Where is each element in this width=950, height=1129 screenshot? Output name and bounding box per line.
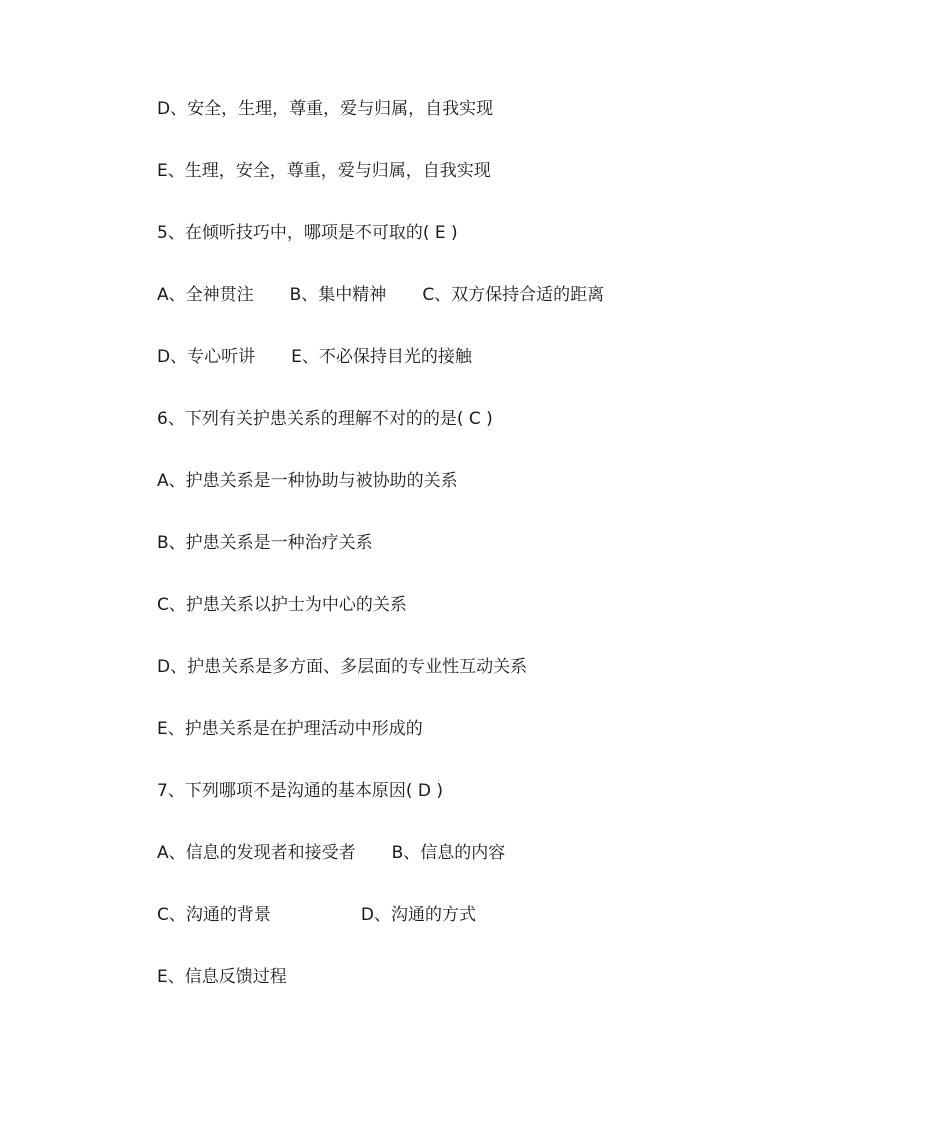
q6-option-c: C、护患关系以护士为中心的关系 xyxy=(157,595,407,615)
q5-options-row-1 xyxy=(157,282,604,308)
q5-option-d: D、专心听讲 xyxy=(157,347,256,367)
q4-option-d: D、安全，生理，尊重，爱与归属，自我实现 xyxy=(157,99,494,119)
q7-options-row-1 xyxy=(157,840,505,866)
q6-option-a: A、护患关系是一种协助与被协助的关系 xyxy=(157,471,458,491)
q7-options-row-2 xyxy=(157,902,476,928)
q6-option-e: E、护患关系是在护理活动中形成的 xyxy=(157,719,423,739)
q5-option-b: B、集中精神 xyxy=(289,285,387,305)
q5-options-row-2 xyxy=(157,344,472,370)
q5-option-c: C、双方保持合适的距离 xyxy=(422,285,605,305)
q7-question: 7、下列哪项不是沟通的基本原因( D ) xyxy=(157,781,443,801)
q7-option-c: C、沟通的背景 xyxy=(157,905,271,925)
q7-option-e: E、信息反馈过程 xyxy=(157,967,287,987)
q7-option-d: D、沟通的方式 xyxy=(360,905,476,925)
q7-option-a: A、信息的发现者和接受者 xyxy=(157,843,356,863)
q6-option-b: B、护患关系是一种治疗关系 xyxy=(157,533,373,553)
q4-option-e: E、生理，安全，尊重，爱与归属，自我实现 xyxy=(157,161,491,181)
q6-option-d: D、护患关系是多方面、多层面的专业性互动关系 xyxy=(157,657,528,677)
q5-option-e: E、不必保持目光的接触 xyxy=(291,347,472,367)
q5-question: 5、在倾听技巧中，哪项是不可取的( E ) xyxy=(157,223,458,243)
q7-option-b: B、信息的内容 xyxy=(391,843,506,863)
q5-option-a: A、全神贯注 xyxy=(157,285,254,305)
q6-question: 6、下列有关护患关系的理解不对的的是( C ) xyxy=(157,409,493,429)
